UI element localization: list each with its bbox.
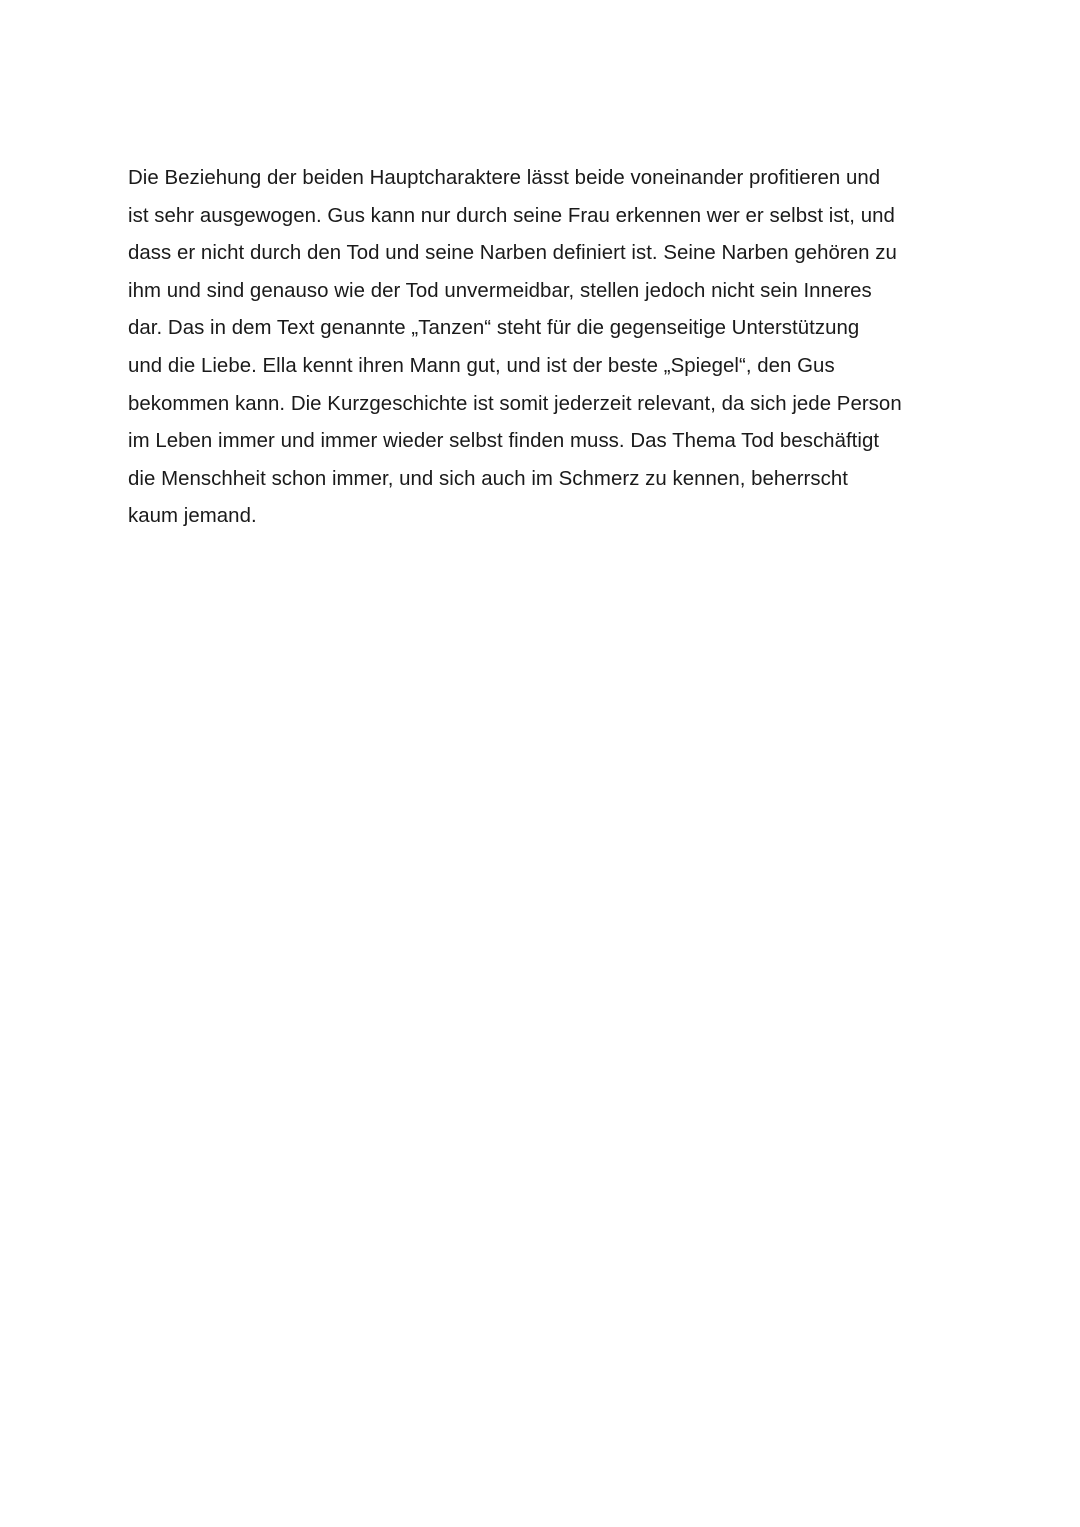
paragraph-line: die Menschheit schon immer, und sich auch im Schmerz zu kennen, beherrscht — [128, 467, 848, 490]
paragraph-line: dass er nicht durch den Tod und seine Narben definiert ist. Seine Narben gehören zu — [128, 242, 897, 265]
paragraph-line: und die Liebe. Ella kennt ihren Mann gut, und ist der beste „Spiegel“, den Gus — [128, 354, 835, 377]
paragraph-line: ihm und sind genauso wie der Tod unvermeidbar, stellen jedoch nicht sein Inneres — [128, 279, 872, 302]
body-paragraph — [128, 160, 968, 536]
paragraph-line: dar. Das in dem Text genannte „Tanzen“ steht für die gegenseitige Unterstützung — [128, 317, 860, 340]
paragraph-line: kaum jemand. — [128, 505, 257, 528]
paragraph-line: bekommen kann. Die Kurzgeschichte ist somit jederzeit relevant, da sich jede Person — [128, 392, 902, 415]
paragraph-line: im Leben immer und immer wieder selbst finden muss. Das Thema Tod beschäftigt — [128, 430, 880, 453]
paragraph-line: Die Beziehung der beiden Hauptcharaktere lässt beide voneinander profitieren und — [128, 167, 881, 189]
paragraph-line: ist sehr ausgewogen. Gus kann nur durch seine Frau erkennen wer er selbst ist, und — [128, 204, 895, 227]
